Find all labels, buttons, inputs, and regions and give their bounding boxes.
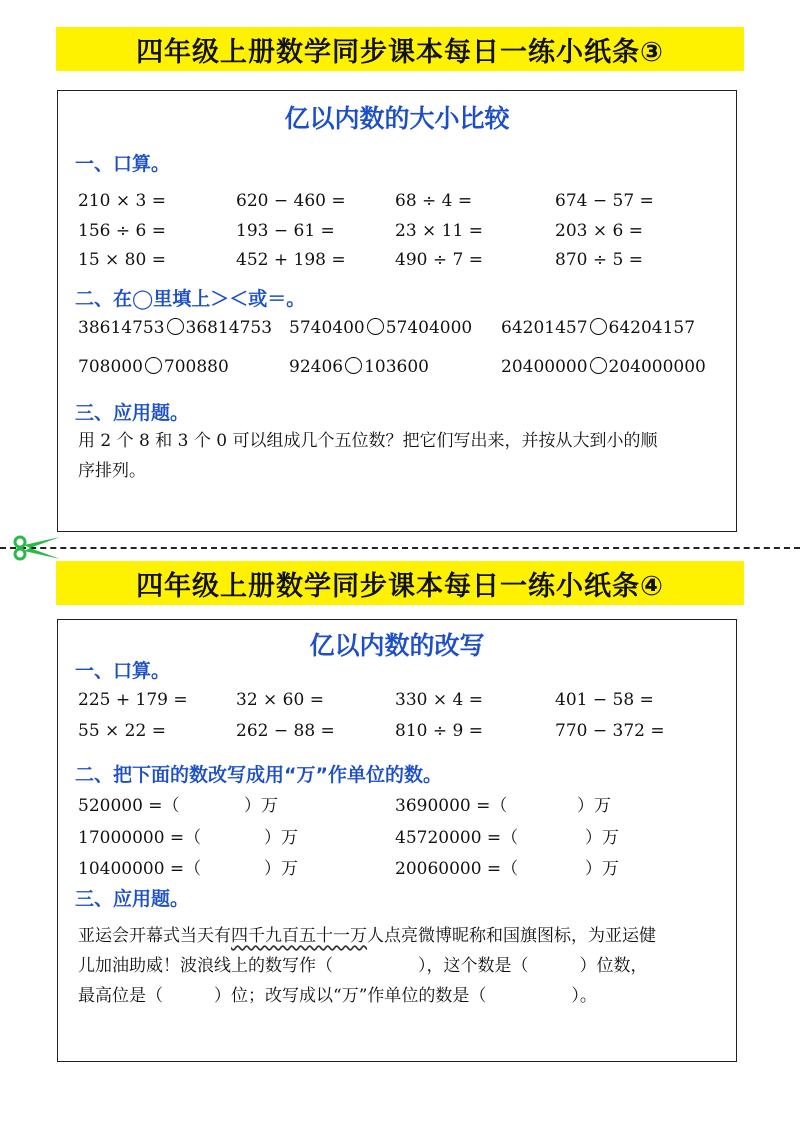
sheet4-rewrite-row-2 (58, 823, 736, 849)
calc-item: 770 − 372 = (555, 721, 665, 741)
rewrite-item-right: 3690000 =（ (395, 796, 508, 816)
compare-item: 708000 700880 (78, 357, 229, 377)
sheet4-banner (56, 561, 744, 605)
calc-item: 210 × 3 = (78, 191, 166, 211)
answer-circle[interactable] (367, 318, 384, 335)
rewrite-item-left: 520000 =（ (78, 796, 180, 816)
answer-circle[interactable] (345, 357, 362, 374)
rewrite-unit: ）万 (264, 859, 298, 879)
calc-item: 203 × 6 = (555, 221, 643, 241)
wavy-number: 四千九百五十一万 (231, 926, 367, 946)
compare-item: 92406 103600 (289, 357, 429, 377)
calc-item: 225 + 179 = (78, 690, 188, 710)
sheet4-panel (57, 619, 737, 1062)
sheet3-calc-row-2 (58, 221, 736, 247)
rewrite-unit: ）万 (244, 796, 278, 816)
answer-circle[interactable] (167, 318, 184, 335)
calc-item: 401 − 58 = (555, 690, 654, 710)
sheet4-rewrite-row-1 (58, 791, 736, 817)
compare-item: 5740400 57404000 (289, 318, 473, 338)
calc-item: 156 ÷ 6 = (78, 221, 166, 241)
compare-item: 38614753 36814753 (78, 318, 273, 338)
scissors-icon (10, 535, 62, 561)
rewrite-unit: ）万 (264, 828, 298, 848)
calc-item: 490 ÷ 7 = (395, 250, 483, 270)
sheet3-panel (57, 90, 737, 532)
sheet3-calc-row-3 (58, 250, 736, 276)
calc-item: 810 ÷ 9 = (395, 721, 483, 741)
sheet4-rewrite-row-3 (58, 854, 736, 880)
cut-line (0, 547, 800, 549)
sheet3-compare-row-2 (58, 357, 736, 383)
sheet4-banner-text: 四年级上册数学同步课本每日一练小纸条④ (136, 570, 664, 602)
calc-item: 32 × 60 = (236, 690, 324, 710)
sheet3-title: 亿以内数的大小比较 (284, 104, 510, 133)
rewrite-unit: ）万 (585, 828, 619, 848)
rewrite-unit: ）万 (577, 796, 611, 816)
sheet3-calc-row-1 (58, 191, 736, 217)
sheet4-calc-row-1 (58, 690, 736, 716)
calc-item: 452 + 198 = (236, 250, 346, 270)
sheet4-title: 亿以内数的改写 (309, 631, 485, 660)
sheet3-banner (56, 27, 744, 71)
sheet4-problem-text: 亚运会开幕式当天有四千九百五十一万人点亮微博昵称和国旗图标，为亚运健 儿加油助威！波浪线上的数写作（ ），这个数是（ ）位数， 最高位是（ ）位；改写成以“万”作单位的数是（ ）。 (78, 926, 656, 1006)
calc-item: 55 × 22 = (78, 721, 166, 741)
rewrite-unit: ）万 (585, 859, 619, 879)
answer-circle[interactable] (145, 357, 162, 374)
answer-circle[interactable] (590, 357, 607, 374)
sheet3-section2-heading: 二、在◯里填上＞＜或＝。 (75, 288, 306, 310)
sheet4-calc-row-2 (58, 721, 736, 747)
calc-item: 674 − 57 = (555, 191, 654, 211)
sheet3-problem-text: 用 2 个 8 和 3 个 0 可以组成几个五位数？把它们写出来，并按从大到小的顺 序排列。 (78, 431, 658, 481)
answer-circle[interactable] (590, 318, 607, 335)
calc-item: 15 × 80 = (78, 250, 166, 270)
sheet3-banner-text: 四年级上册数学同步课本每日一练小纸条③ (136, 36, 664, 68)
rewrite-item-right: 45720000 =（ (395, 828, 519, 848)
rewrite-item-left: 10400000 =（ (78, 859, 202, 879)
calc-item: 68 ÷ 4 = (395, 191, 473, 211)
sheet4-section3-heading: 三、应用题。 (75, 888, 190, 910)
rewrite-item-right: 20060000 =（ (395, 859, 519, 879)
calc-item: 262 − 88 = (236, 721, 335, 741)
calc-item: 193 − 61 = (236, 221, 335, 241)
calc-item: 23 × 11 = (395, 221, 483, 241)
calc-item: 620 − 460 = (236, 191, 346, 211)
sheet3-compare-row-1 (58, 318, 736, 344)
sheet4-section1-heading: 一、口算。 (75, 660, 171, 682)
compare-item: 64201457 64204157 (501, 318, 696, 338)
sheet3-section1-heading: 一、口算。 (75, 153, 171, 175)
rewrite-item-left: 17000000 =（ (78, 828, 202, 848)
sheet4-section2-heading: 二、把下面的数改写成用“万”作单位的数。 (75, 764, 442, 786)
compare-item: 20400000 204000000 (501, 357, 706, 377)
sheet3-section3-heading: 三、应用题。 (75, 402, 190, 424)
calc-item: 330 × 4 = (395, 690, 483, 710)
calc-item: 870 ÷ 5 = (555, 250, 643, 270)
